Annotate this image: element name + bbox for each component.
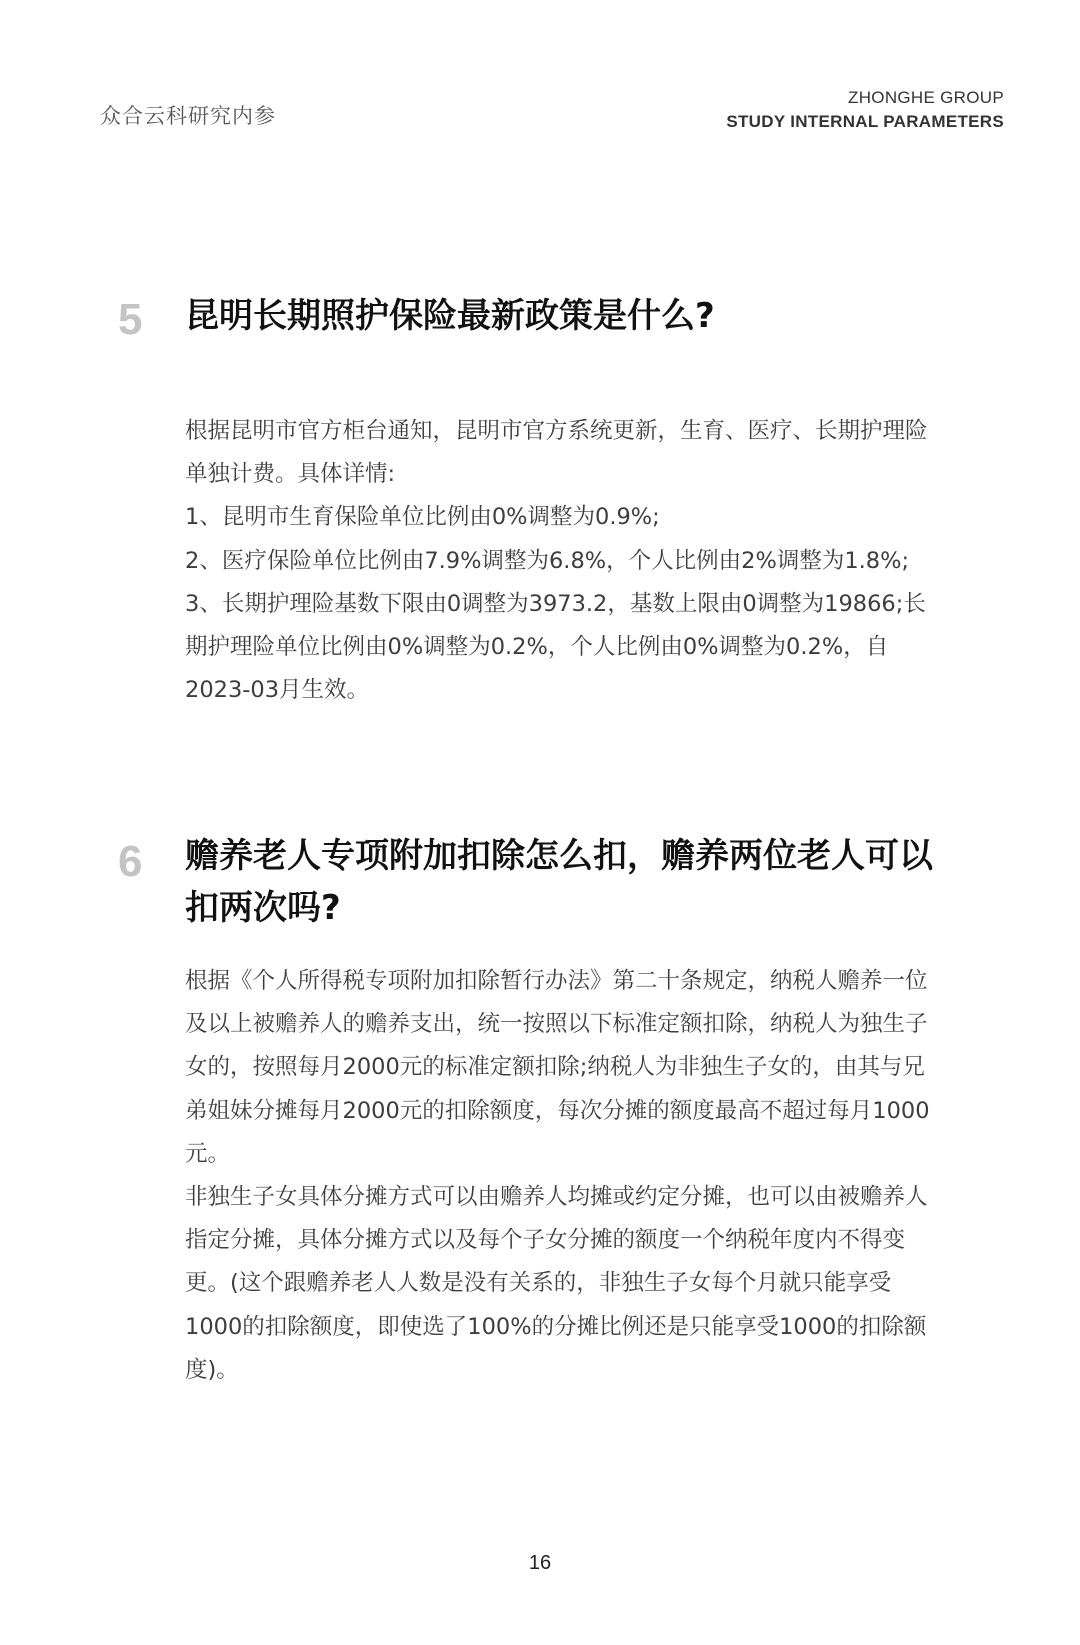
header-publication-title: 众合云科研究内参 <box>100 104 276 128</box>
header-brand <box>726 86 1004 134</box>
section-title: 赡养老人专项附加扣除怎么扣，赡养两位老人可以扣两次吗? <box>185 836 933 928</box>
header-brand-line1: ZHONGHE GROUP <box>848 88 1004 107</box>
paragraph: 根据《个人所得税专项附加扣除暂行办法》第二十条规定，纳税人赡养一位及以上被赡养人的赡养支出，统一按照以下标准定额扣除，纳税人为独生子女的，按照每月2000元的标准定额扣除;纳税人为非独生子女的，由其与兄弟姐妹分摊每月2000元的扣除额度，每次分摊的额度最高不超过每月1000元。 <box>185 968 930 1167</box>
header-brand-line2: STUDY INTERNAL PARAMETERS <box>726 112 1004 131</box>
section-number: 5 <box>118 295 143 344</box>
paragraph: 1、昆明市生育保险单位比例由0%调整为0.9%; <box>185 504 660 531</box>
page-number: 16 <box>528 1552 552 1574</box>
section-title: 昆明长期照护保险最新政策是什么? <box>185 296 715 336</box>
paragraph: 2、医疗保险单位比例由7.9%调整为6.8%，个人比例由2%调整为1.8%; <box>185 547 910 574</box>
paragraph: 3、长期护理险基数下限由0调整为3973.2，基数上限由0调整为19866;长期护理险单位比例由0%调整为0.2%，个人比例由0%调整为0.2%，自2023-03月生效。 <box>185 590 926 704</box>
paragraph: 非独生子女具体分摊方式可以由赡养人均摊或约定分摊，也可以由被赡养人指定分摊，具体分摊方式以及每个子女分摊的额度一个纳税年度内不得变更。(这个跟赡养老人人数是没有关系的，非独生子女每个月就只能享受1000的扣除额度，即使选了100%的分摊比例还是只能享受1000的扣除额度)。 <box>185 1184 928 1383</box>
section-number: 6 <box>118 837 143 886</box>
section-body <box>185 960 937 1392</box>
paragraph: 根据昆明市官方柜台通知，昆明市官方系统更新，生育、医疗、长期护理险单独计费。具体详情: <box>185 418 928 488</box>
section-body <box>185 410 937 712</box>
